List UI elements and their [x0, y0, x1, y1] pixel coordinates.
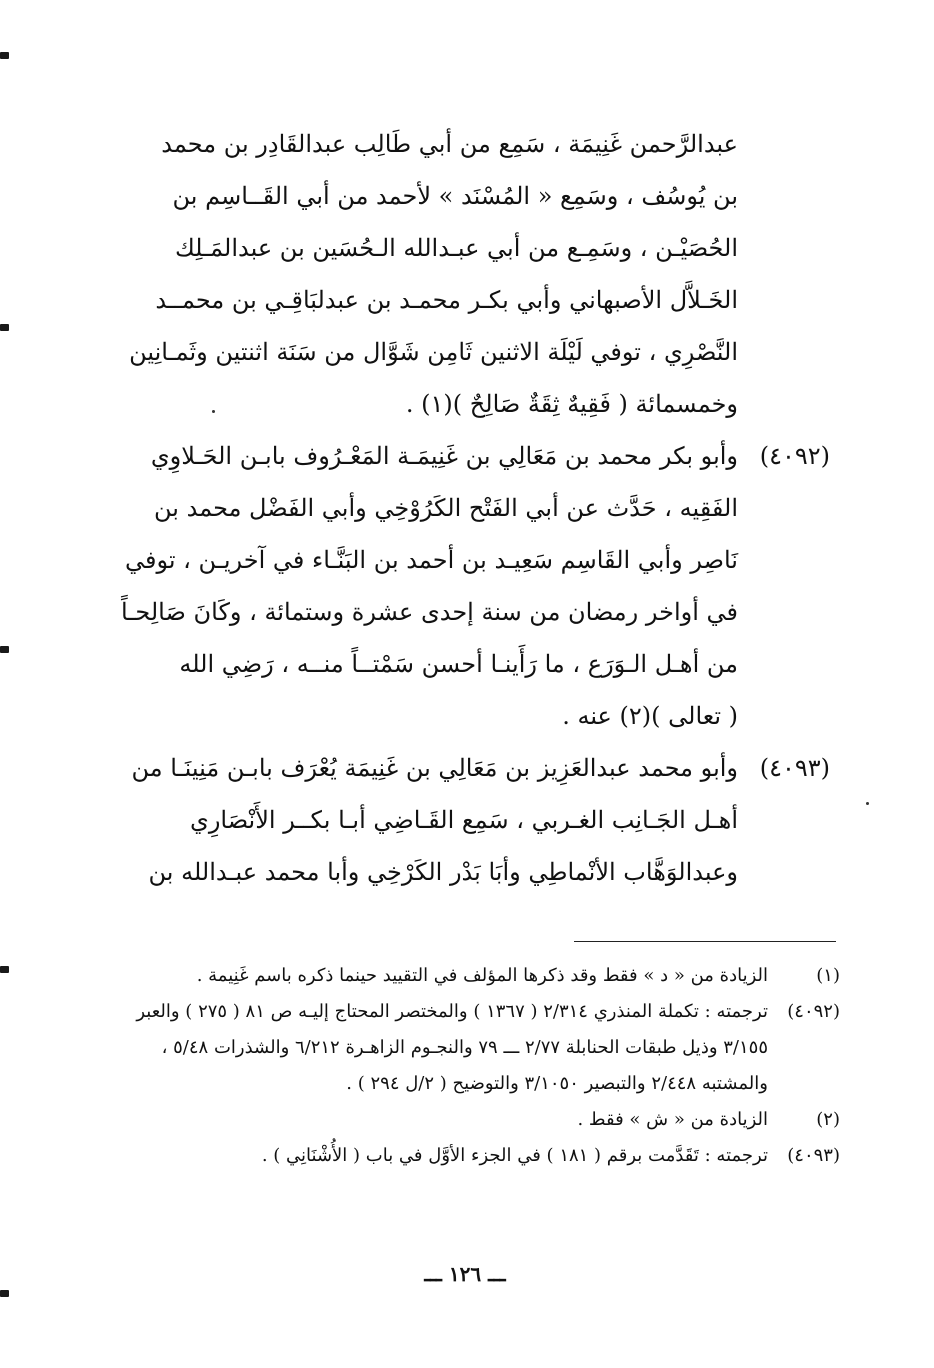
line-text: الزيادة من « د » فقط وقد ذكرها المؤلف في التقييد حينما ذكره باسم غَنِيمة . — [196, 965, 768, 986]
line-text: وعبدالوَهَّاب الأنْماطِي وأبَا بَدْر الكَرْخِي وأبا محمد عبـدالله بن — [148, 858, 738, 886]
footnote-separator — [574, 941, 836, 942]
line-text: وأبو محمد عبدالعَزِيز بن مَعَالِي بن غَنِيمَة يُعْرَف بابـن مَنِينَـا من — [131, 754, 738, 782]
text-line — [120, 482, 830, 534]
line-text: الزيادة من « ش » فقط . — [577, 1109, 768, 1130]
main-text — [120, 118, 830, 898]
line-text: من أهـل الـوَرَع ، ما رَأَينـا أحسن سَمْتــاً منــه ، رَضِي الله — [179, 650, 738, 678]
line-text: الفَقِيه ، حَدَّث عن أبي الفَتْح الكَرُوْخِي وأبي الفَضْل محمد بن — [154, 494, 738, 522]
scan-edge-mark — [0, 646, 9, 653]
text-line — [120, 794, 830, 846]
text-line — [120, 430, 830, 482]
text-line — [120, 690, 830, 742]
page-number: ـــ ١٢٦ ـــ — [424, 1262, 506, 1286]
scan-speck — [866, 802, 869, 805]
text-line — [120, 222, 830, 274]
scan-edge-mark — [0, 1290, 9, 1297]
line-text: ٣/١٥٥ وذيل طبقات الحنابلة ٢/٧٧ ـــ ٧٩ والنجـوم الزاهـرة ٦/٢١٢ والشذرات ٥/٤٨ ، — [161, 1037, 768, 1058]
line-text: في أواخر رمضان من سنة إحدى عشرة وستمائة ، وكَانَ صَالِحـاً — [121, 598, 738, 626]
entry-number: (٤٠٩٢) — [759, 442, 830, 470]
text-line — [120, 586, 830, 638]
entry-number: (٢) — [816, 1109, 840, 1130]
line-text: وخمسمائة ( فَقِيهٌ ثِقَةٌ صَالِحٌ )(١) . — [405, 390, 738, 418]
line-text: النَّصْرِي ، توفي لَيْلَة الاثنين ثَامِن شَوَّال من سَنَة اثنتين وثَمـانِين — [129, 338, 738, 366]
entry-number: (٤٠٩٣) — [759, 754, 830, 782]
entry-number: (٤٠٩٢) — [787, 1001, 840, 1022]
footnote-line — [60, 994, 840, 1030]
line-text: الحُصَيْـن ، وسَمِـع من أبي عبـدالله الـحُسَين بن عبدالمَـلِك — [174, 234, 738, 262]
line-text: أهـل الجَـانِب الغـربي ، سَمِع القَـاضِي أبـا بكــر الأَنْصَارِي — [190, 806, 738, 834]
text-line — [120, 846, 830, 898]
text-line — [120, 638, 830, 690]
footnotes — [60, 958, 840, 1174]
text-line — [120, 118, 830, 170]
line-text: ( تعالى )(٢) عنه . — [562, 702, 738, 730]
scan-edge-mark — [0, 966, 9, 973]
text-line — [120, 534, 830, 586]
text-line — [120, 326, 830, 378]
footnote-line — [60, 1102, 840, 1138]
line-text: عبدالرَّحمن غَنِيمَة ، سَمِع من أبي طَالِب عبدالقَادِر بن محمد — [161, 130, 738, 158]
footnote-line — [60, 958, 840, 994]
text-line — [120, 274, 830, 326]
scan-edge-mark — [0, 52, 9, 59]
line-text: بن يُوسُف ، وسَمِع « المُسْنَد » لأحمد من أبي القَــاسِم بن — [172, 182, 738, 210]
line-text: نَاصِر وأبي القَاسِم سَعِيـد بن أحمد بن البَنَّـاء في آخريـن ، توفي — [124, 546, 738, 574]
text-line — [120, 378, 830, 430]
line-text: والمشتبه ٢/٤٤٨ والتبصير ٣/١٠٥٠ والتوضيح ( ٢/ل ٢٩٤ ) . — [346, 1073, 768, 1094]
line-text: الخَـلاَّل الأصبهاني وأبي بكـر محمـد بن عبدلبَاقِـي بن محمــد — [155, 286, 738, 314]
footnote-line — [60, 1138, 840, 1174]
text-line — [120, 742, 830, 794]
scan-edge-mark — [0, 324, 9, 331]
line-text: ترجمته : تكملة المنذري ٢/٣١٤ ( ١٣٦٧ ) والمختصر المحتاج إليـه ص ٨١ ( ٢٧٥ ) والعبر — [136, 1001, 768, 1022]
footnote-line — [60, 1066, 840, 1102]
line-text: وأبو بكر محمد بن مَعَالِي بن غَنِيمَـة المَعْـرُوف بابـن الحَـلاوِي — [150, 442, 738, 470]
entry-number: (٤٠٩٣) — [787, 1145, 840, 1166]
text-line — [120, 170, 830, 222]
footnote-line — [60, 1030, 840, 1066]
entry-number: (١) — [816, 965, 840, 986]
line-text: ترجمته : تَقَدَّمت برقم ( ١٨١ ) في الجزء الأوَّل في باب ( الأُشْنَانِي ) . — [261, 1145, 768, 1166]
